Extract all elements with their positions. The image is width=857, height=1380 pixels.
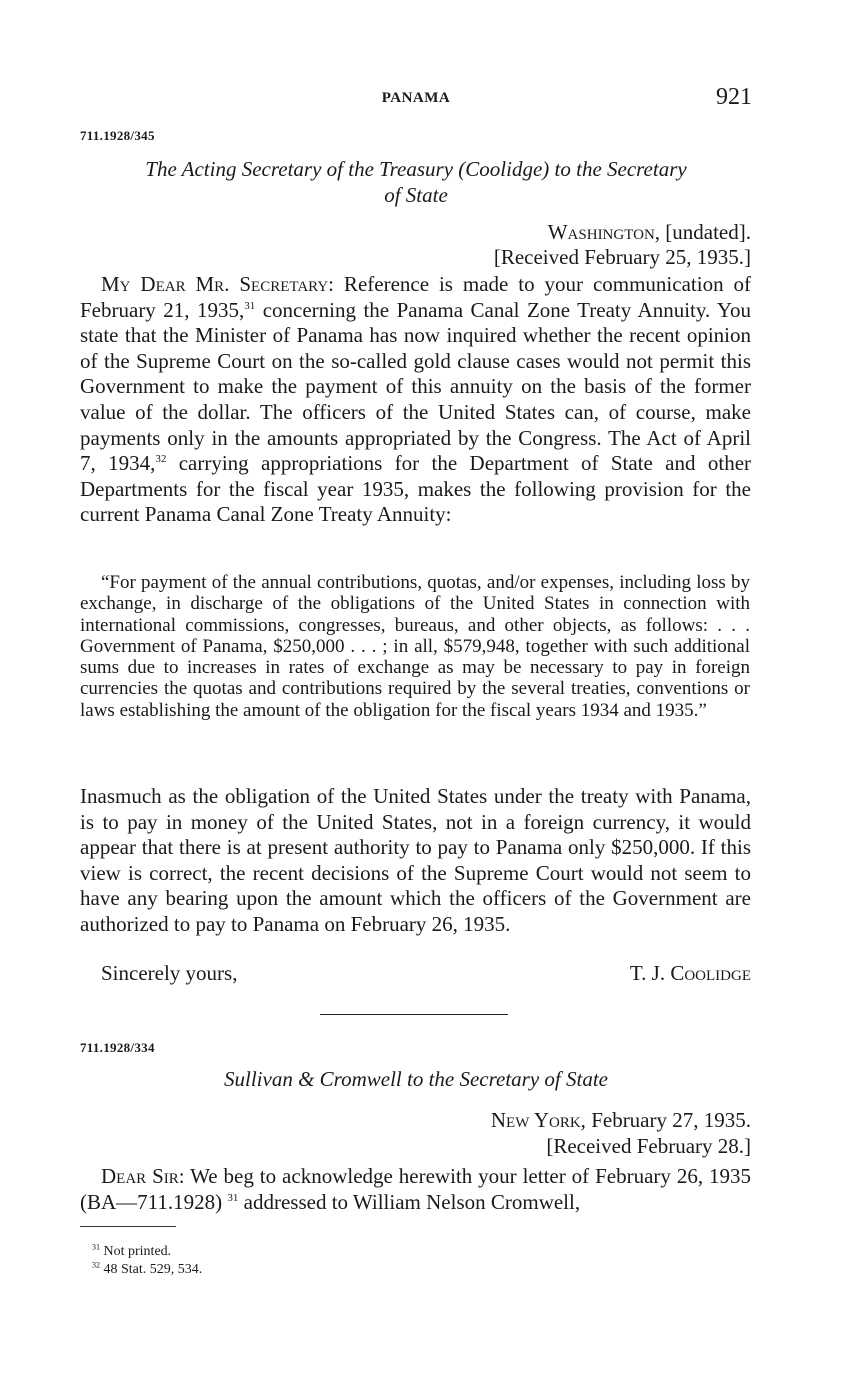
letter-paragraph [80,1164,751,1215]
dateline [548,220,751,245]
footnote-divider [80,1226,176,1227]
file-number: 711.1928/345 [80,128,155,143]
footnote [92,1244,171,1260]
dateline [491,1108,751,1133]
paragraph-text: addressed to William Nelson Cromwell, [238,1189,581,1214]
footnote-text: 48 Stat. 529, 534. [100,1262,203,1277]
letter-paragraph: Inasmuch as the obligation of the United States under the treaty with Panama, is to pay in money of the United States, not in a foreign currency, it would appear that there is at present authority to pay to Panama only $250,000. If this view is correct, the recent decisions of the Supreme Court would not seem to have any bearing upon the amount which the officers of the Government are authorized to pay to Panama on February 26, 1935. [80,784,751,936]
received-line: [Received February 25, 1935.] [493,245,751,269]
signature-initials: T. J. [629,961,671,985]
document-heading [80,156,752,208]
dateline-date: [undated]. [660,220,751,244]
footnote-ref: 32 [155,453,167,466]
paragraph-text: carrying appropriations for the Department of State and other Departments for the fiscal year 1935, makes the following provision for the current Panama Canal Zone Treaty Annuity: [80,451,752,527]
footnote-marker: 32 [92,1260,100,1270]
footnote [92,1262,202,1278]
signature-name: Coolidge [670,961,751,985]
salutation: My Dear Mr. Secretary: [101,272,335,296]
dateline-place: New York, [490,1108,586,1132]
received-line: [Received February 28.] [546,1134,751,1158]
file-number: 711.1928/334 [80,1040,155,1055]
block-quote: “For payment of the annual contributions, quotas, and/or expenses, including loss by exchange, in discharge of the obligations of the United States in connection with international commissions, congresses, bureaus, and other objects, as follows: . . . Government of Panama, $250,000 . . . ; in all, $579,948, together with such additional sums due to increases in rates of exchange as may be necessary to pay in foreign currencies the quotas and contributions required by the several treaties, conventions or laws establishing the amount of the obligation for the fiscal years 1934 and 1935.” [80,572,750,721]
running-head [80,86,752,114]
paragraph-text: Reference is made to your communication of February 21, 1935, [80,272,751,322]
footnote-text: Not printed. [100,1244,172,1259]
footnote-ref: 31 [244,299,256,312]
complimentary-close: Sincerely yours, [101,961,238,985]
closing-line [80,961,751,987]
signature [630,961,751,986]
dateline-place: Washington, [547,220,661,244]
footnote-ref: 31 [227,1191,239,1204]
page-number: 921 [716,84,752,110]
heading-line: The Acting Secretary of the Treasury (Coolidge) to the Secretary [145,157,687,181]
footnote-marker: 31 [92,1242,100,1252]
dateline-date: February 27, 1935. [585,1108,751,1132]
paragraph-text: concerning the Panama Canal Zone Treaty Annuity. You state that the Minister of Panama has now inquired whether the recent opinion of the Supreme Court on the so-called gold clause cases would not permit this Government to make the payment of this annuity on the basis of the former value of the dollar. The officers of the United States can, of course, make payments only in the amounts appropriated by the Congress. The Act of April 7, 1934, [80,297,751,476]
paragraph-text: We beg to acknowledge herewith your letter of February 26, 1935 (BA—711.1928) [80,1164,751,1214]
letter-paragraph [80,272,751,528]
section-divider [320,1014,508,1015]
heading-line: of State [384,183,448,207]
document-heading: Sullivan & Cromwell to the Secretary of State [224,1067,608,1091]
salutation: Dear Sir: [101,1164,185,1188]
running-head-title: PANAMA [381,90,451,106]
